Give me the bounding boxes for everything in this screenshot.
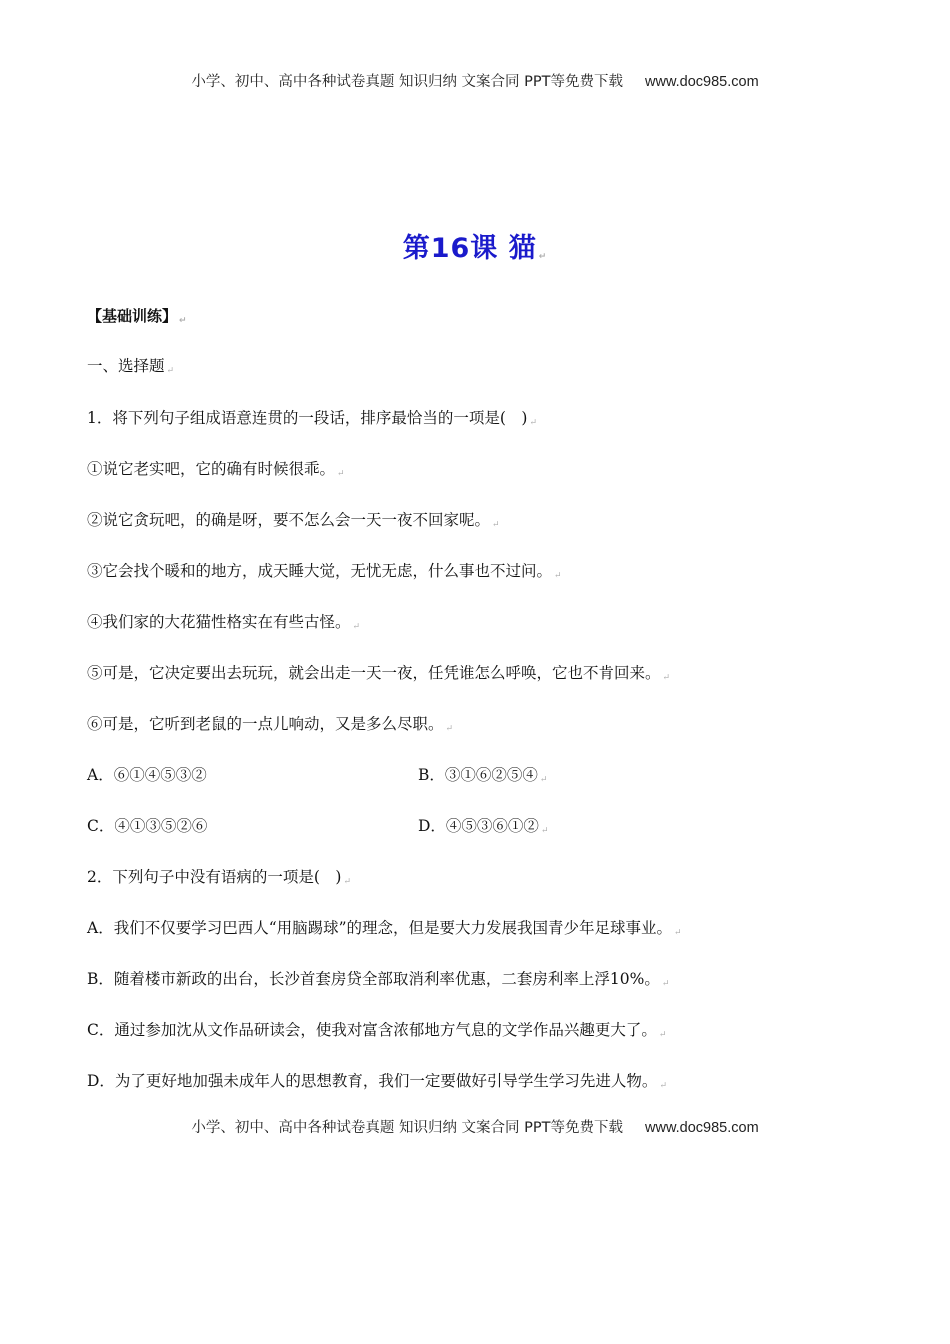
q1-sentence-3: ③它会找个暖和的地方，成天睡大觉，无忧无虑，什么事也不过问。 ↵ (87, 562, 562, 581)
q2-option-b: B．随着楼市新政的出台，长沙首套房贷全部取消利率优惠，二套房利率上浮10%。 ↵ (87, 970, 670, 989)
part-heading: 一、选择题 ↵ (87, 357, 175, 376)
question-1-stem: 1．将下列句子组成语意连贯的一段话，排序最恰当的一项是( ) ↵ (87, 409, 538, 428)
lesson-title-text: 第16课 猫 (402, 233, 537, 264)
q1-sentence-4: ④我们家的大花猫性格实在有些古怪。 ↵ (87, 613, 361, 632)
header-banner (0, 70, 950, 91)
footer-banner (0, 1116, 950, 1137)
q1-option-d: D．④⑤③⑥①② ↵ (418, 817, 549, 836)
q1-sentence-6: ⑥可是，它听到老鼠的一点儿响动，又是多么尽职。 ↵ (87, 715, 454, 734)
banner-site-link[interactable]: www.doc985.com (645, 1120, 759, 1136)
banner-text: 小学、初中、高中各种试卷真题 知识归纳 文案合同 PPT等免费下载 (191, 1120, 624, 1136)
q2-option-d: D．为了更好地加强未成年人的思想教育，我们一定要做好引导学生学习先进人物。 ↵ (87, 1072, 667, 1091)
q1-option-a: A．⑥①④⑤③② (87, 766, 207, 784)
question-2-stem: 2．下列句子中没有语病的一项是( ) ↵ (87, 868, 352, 887)
q1-option-c: C．④①③⑤②⑥ (87, 817, 208, 835)
lesson-title (0, 226, 950, 265)
q2-option-c: C．通过参加沈从文作品研读会，使我对富含浓郁地方气息的文学作品兴趣更大了。 ↵ (87, 1021, 667, 1040)
section-heading: 【基础训练】 ↵ (87, 307, 187, 326)
q2-option-a: A．我们不仅要学习巴西人“用脑踢球”的理念，但是要大力发展我国青少年足球事业。 ↵ (87, 919, 682, 938)
q1-sentence-2: ②说它贪玩吧，的确是呀，要不怎么会一天一夜不回家呢。 ↵ (87, 511, 500, 530)
banner-text: 小学、初中、高中各种试卷真题 知识归纳 文案合同 PPT等免费下载 (191, 74, 624, 90)
banner-site-link[interactable]: www.doc985.com (645, 74, 759, 90)
q1-option-b: B．③①⑥②⑤④ ↵ (418, 766, 548, 785)
paragraph-mark: ↵ (538, 252, 548, 262)
q1-sentence-1: ①说它老实吧，它的确有时候很乖。 ↵ (87, 460, 345, 479)
q1-sentence-5: ⑤可是，它决定要出去玩玩，就会出走一天一夜，任凭谁怎么呼唤，它也不肯回来。 ↵ (87, 664, 671, 683)
